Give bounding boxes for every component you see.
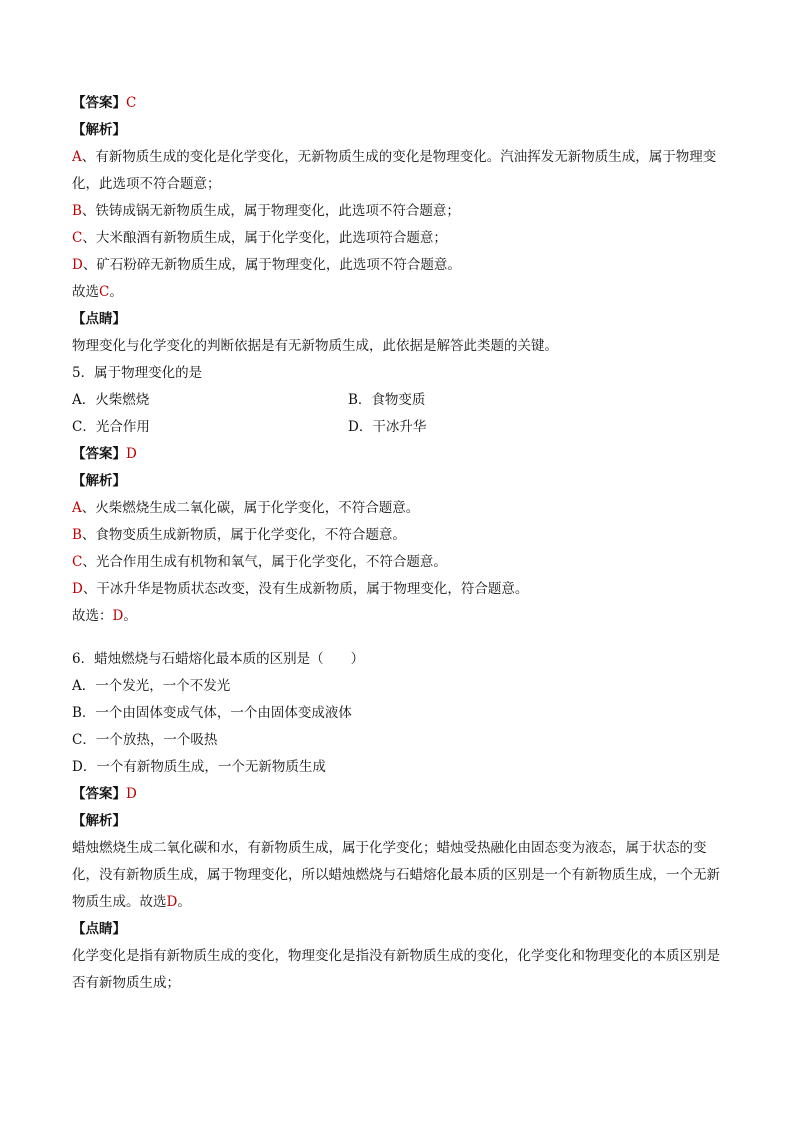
- question-stem: 6．蜡烛燃烧与石蜡熔化最本质的区别是（ ）: [72, 651, 365, 667]
- analysis-text: 蜡烛燃烧生成二氧化碳和水，有新物质生成，属于化学变化；蜡烛受热融化由固态变为液态，属于状态的变化，没有新物质生成，属于物理变化，所以蜡烛燃烧与石蜡熔化最本质的区别是一个有新物质生成，一个无新物质生成。故选: [72, 840, 720, 910]
- option-d: D．一个有新物质生成，一个无新物质生成: [72, 759, 326, 775]
- q4-analysis-tag: [72, 117, 727, 144]
- q5-analysis-b: [72, 522, 727, 549]
- q6-answer: [72, 781, 727, 808]
- analysis-text: 、食物变质生成新物质，属于化学变化，不符合题意。: [81, 527, 406, 543]
- q4-analysis-a: [72, 144, 727, 198]
- analysis-text: 、干冰升华是物质状态改变，没有生成新物质，属于物理变化，符合题意。: [82, 581, 529, 597]
- answer-value: D: [126, 446, 137, 462]
- analysis-text: 、光合作用生成有机物和氧气，属于化学变化，不符合题意。: [82, 554, 447, 570]
- option-a: A．一个发光，一个不发光: [72, 678, 231, 694]
- spacer: [72, 630, 727, 646]
- tip-text: 物理变化与化学变化的判断依据是有无新物质生成，此依据是解答此类题的关键。: [72, 338, 558, 354]
- answer-tag: 【答案】: [72, 446, 126, 462]
- q4-conclusion: [72, 279, 727, 306]
- option-letter: B: [72, 203, 82, 219]
- question-stem: 5．属于物理变化的是: [72, 365, 203, 381]
- option-letter: D: [72, 581, 83, 597]
- q6-stem: [72, 646, 727, 673]
- q6-tip: [72, 943, 727, 997]
- q4-answer: [72, 90, 727, 117]
- q6-option-a: [72, 673, 727, 700]
- answer-value: C: [126, 95, 137, 111]
- analysis-tag: 【解析】: [72, 813, 126, 829]
- option-letter: A: [72, 149, 82, 165]
- q5-analysis-tag: [72, 468, 727, 495]
- conclusion-suffix: 。: [123, 608, 137, 624]
- q4-analysis-c: [72, 225, 727, 252]
- tip-text: 化学变化是指有新物质生成的变化，物理变化是指没有新物质生成的变化，化学变化和物理变化的本质区别是否有新物质生成；: [72, 948, 720, 991]
- option-letter: B: [72, 527, 82, 543]
- analysis-tag: 【解析】: [72, 473, 126, 489]
- analysis-tag: 【解析】: [72, 122, 126, 138]
- option-a: A．火柴燃烧: [72, 392, 150, 408]
- q6-option-b: [72, 700, 727, 727]
- document-page: [72, 90, 727, 997]
- analysis-text: 、铁铸成锅无新物质生成，属于物理变化，此选项不符合题意；: [81, 203, 460, 219]
- q5-conclusion: [72, 603, 727, 630]
- tip-tag: 【点睛】: [72, 311, 126, 327]
- q4-tip-tag: [72, 306, 727, 333]
- analysis-text: 、大米酿酒有新物质生成，属于化学变化，此选项符合题意；: [82, 230, 447, 246]
- conclusion-letter: C: [99, 284, 110, 300]
- option-letter: D: [72, 257, 83, 273]
- option-letter: C: [72, 554, 83, 570]
- q5-analysis-c: [72, 549, 727, 576]
- option-b: B．食物变质: [348, 392, 426, 408]
- q5-options-row-1: [72, 387, 727, 414]
- analysis-text: 、火柴燃烧生成二氧化碳，属于化学变化，不符合题意。: [81, 500, 420, 516]
- conclusion-suffix: 。: [109, 284, 123, 300]
- q5-stem: [72, 360, 727, 387]
- option-b: B．一个由固体变成气体，一个由固体变成液体: [72, 705, 352, 721]
- analysis-letter: D: [166, 894, 178, 910]
- option-c: C．一个放热，一个吸热: [72, 732, 218, 748]
- q4-analysis-b: [72, 198, 727, 225]
- analysis-text: 、有新物质生成的变化是化学变化，无新物质生成的变化是物理变化。汽油挥发无新物质生成，属于物理变化，此选项不符合题意；: [72, 149, 717, 192]
- option-c: C．光合作用: [72, 419, 150, 435]
- answer-tag: 【答案】: [72, 786, 126, 802]
- q6-option-d: [72, 754, 727, 781]
- option-letter: A: [72, 500, 82, 516]
- analysis-end: 。: [177, 894, 191, 910]
- q5-options-row-2: [72, 414, 727, 441]
- option-letter: C: [72, 230, 83, 246]
- q6-tip-tag: [72, 916, 727, 943]
- q6-option-c: [72, 727, 727, 754]
- analysis-text: 、矿石粉碎无新物质生成，属于物理变化，此选项不符合题意。: [82, 257, 461, 273]
- conclusion-prefix: 故选：: [72, 608, 113, 624]
- conclusion-letter: D: [112, 608, 124, 624]
- answer-tag: 【答案】: [72, 95, 126, 111]
- tip-tag: 【点睛】: [72, 921, 126, 937]
- conclusion-prefix: 故选: [72, 284, 99, 300]
- q6-analysis-tag: [72, 808, 727, 835]
- q4-analysis-d: [72, 252, 727, 279]
- q4-tip: [72, 333, 727, 360]
- q5-answer: [72, 441, 727, 468]
- q6-analysis: [72, 835, 727, 916]
- option-d: D．干冰升华: [348, 419, 427, 435]
- q5-analysis-a: [72, 495, 727, 522]
- q5-analysis-d: [72, 576, 727, 603]
- answer-value: D: [126, 786, 137, 802]
